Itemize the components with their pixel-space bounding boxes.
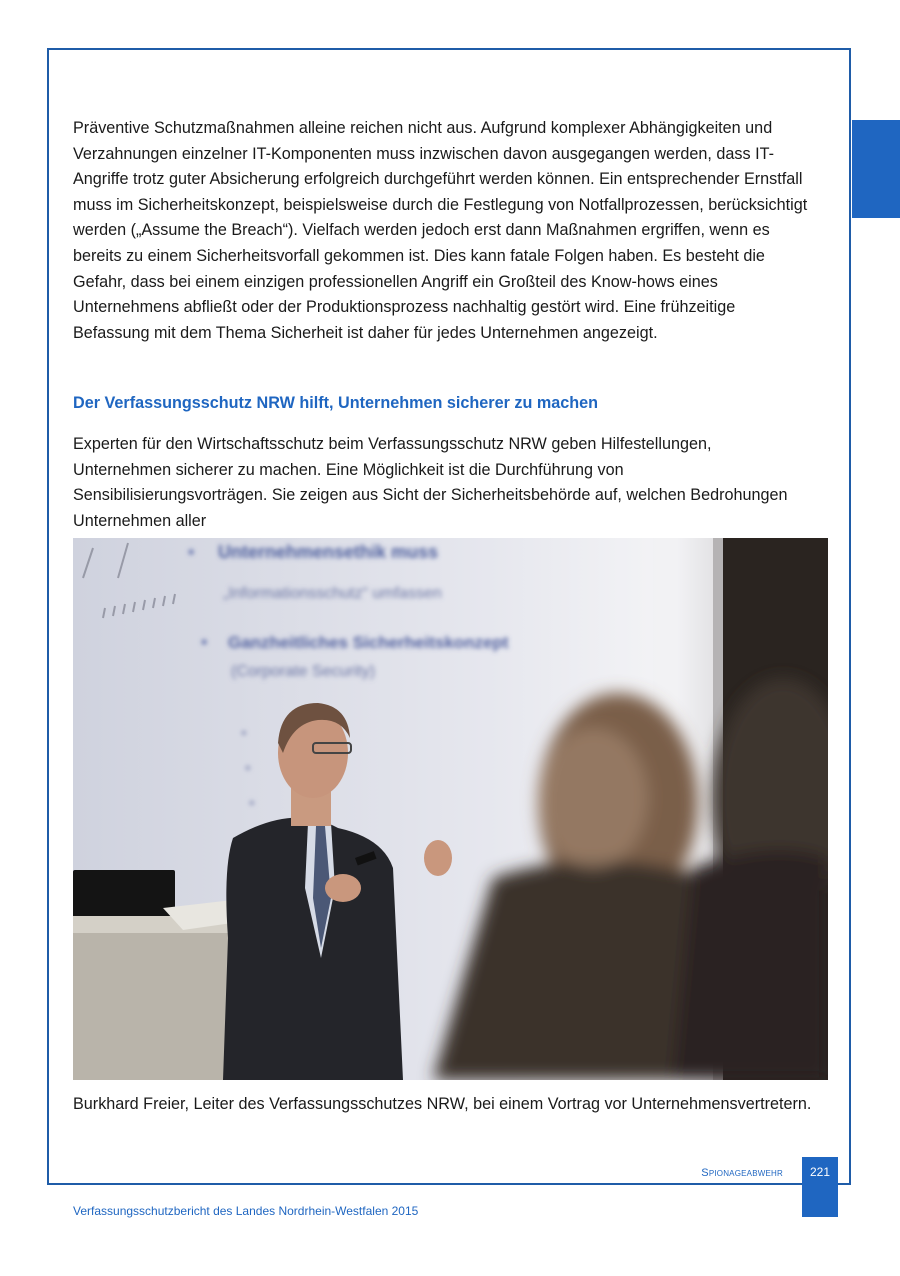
slide-line-3: Ganzheitliches Sicherheitskonzept [228, 633, 509, 652]
slide-line-1: Unternehmensethik muss [218, 542, 439, 562]
page-number-box [802, 1157, 838, 1217]
photo-caption: Burkhard Freier, Leiter des Verfassungsschutzes NRW, bei einem Vortrag vor Unternehmensvertretern. [73, 1095, 812, 1113]
svg-text:•: • [201, 632, 208, 652]
chapter-tab-marker [852, 120, 900, 218]
body-paragraph-1: Präventive Schutzmaßnahmen alleine reichen nicht aus. Aufgrund komplexer Abhängigkeiten und Verzahnungen einzelner IT-Komponenten muss inzwischen davon ausgegangen werden, dass IT-Angriffe trotz guter Absicherung erfolgreich durchgeführt werden können. Ein entsprechender Ernstfall muss im Sicherheitskonzept, beispielsweise durch die Festlegung von Notfallprozessen, berücksichtigt werden („Assume the Breach“). Vielfach werden jedoch erst dann Maßnahmen ergriffen, wenn es bereits zu einem Sicherheitsvorfall gekommen ist. Dies kann fatale Folgen haben. Es besteht die Gefahr, dass bei einem einzigen professionellen Angriff ein Großteil des Know-hows eines Unternehmens abfließt oder der Produktionsprozess nachhaltig gestört wird. Eine frühzeitige Befassung mit dem Thema Sicherheit ist daher für jedes Unternehmen angezeigt. [73, 119, 808, 342]
page-number: 221 [809, 1165, 831, 1179]
svg-text:•: • [188, 542, 195, 562]
svg-text:•: • [249, 795, 255, 812]
svg-text:•: • [245, 760, 251, 777]
running-section-label: Spionageabwehr [701, 1167, 783, 1179]
svg-text:•: • [241, 725, 247, 742]
footer-publication-title: Verfassungsschutzbericht des Landes Nordrhein-Westfalen 2015 [73, 1204, 419, 1218]
speaker-photo [73, 538, 828, 1080]
slide-line-2: „Informationsschutz“ umfassen [223, 585, 442, 602]
section-heading: Der Verfassungsschutz NRW hilft, Unternehmen sicherer zu machen [73, 394, 599, 412]
slide-line-4: (Corporate Security) [231, 663, 376, 680]
body-paragraph-2: Experten für den Wirtschaftsschutz beim Verfassungsschutz NRW geben Hilfestellungen, Unternehmen sicherer zu machen. Eine Möglichkeit ist die Durchführung von Sensibilisierungsvorträgen. Sie zeigen aus Sicht der Sicherheitsbehörde auf, welchen Bedrohungen Unternehmen aller [73, 435, 788, 530]
